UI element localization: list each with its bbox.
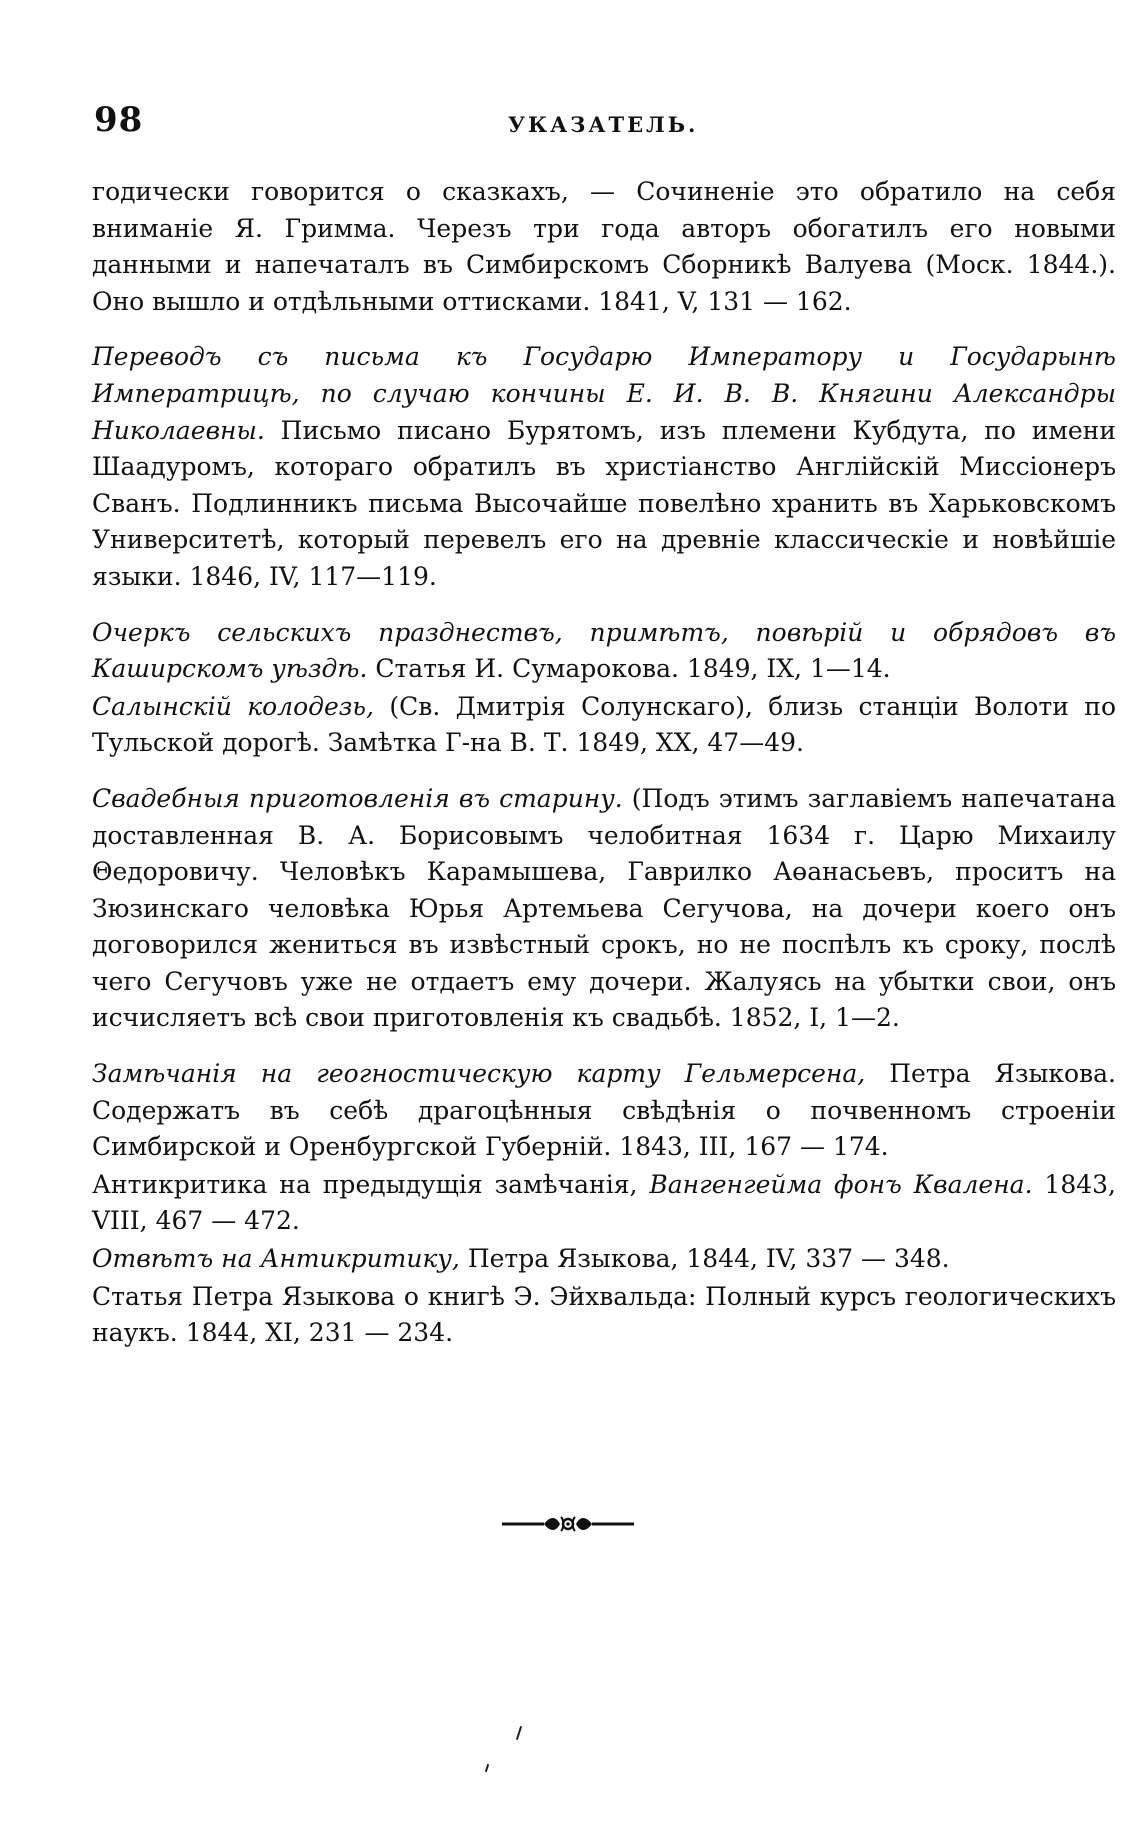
print-speck <box>516 1726 522 1740</box>
entry-continuation <box>92 174 1116 320</box>
tailpiece-ornament-icon <box>500 1512 636 1536</box>
entry-eichwald-review <box>92 1279 1116 1352</box>
entry-letter-translation <box>92 339 1116 595</box>
entry-body: Статья И. Сумарокова. 1849, IX, 1—14. <box>367 654 891 684</box>
entry-body: годически говорится о сказкахъ, — Сочиненіе это обратило на себя вниманіе Я. Гримма. Черезъ три года авторъ обогатилъ его новыми данными и напечаталъ въ Симбирскомъ Сборникѣ Валуева (Моск. 1844.). Оно вышло и отдѣльными оттисками. 1841, V, 131 — 162. <box>92 177 1116 316</box>
entry-title: Отвѣтъ на Антикритику, <box>92 1244 460 1274</box>
entry-salynsky-well <box>92 689 1116 762</box>
running-title: УКАЗАТЕЛЬ. <box>508 112 699 137</box>
entry-title: Очеркъ сельскихъ празднествъ, примѣтъ, повѣрій и обрядовъ въ Каширскомъ уѣздѣ. <box>92 617 1116 684</box>
page-number: 98 <box>94 100 144 140</box>
entry-body: Антикритика на предыдущія замѣчанія, <box>92 1169 650 1199</box>
tailpiece-ornament <box>500 1512 636 1536</box>
entry-body: Статья Петра Языкова о книгѣ Э. Эйхвальда: Полный курсъ геологическихъ наукъ. 1844, XI, 231 — 234. <box>92 1281 1116 1348</box>
entry-anticritique <box>92 1167 1116 1240</box>
entry-body: (Подъ этимъ заглавіемъ напечатана доставленная В. А. Борисовымъ челобитная 1634 г. Царю Михаилу Θедоровичу. Человѣкъ Карамышева, Гаврилко Аөанасьевъ, проситъ на Зюзинскаго человѣка Юрья Артемьева Сегучова, на дочери коего онъ договорился жениться въ извѣстный срокъ, но не поспѣлъ къ сроку, послѣ чего Сегучовъ уже не отдаетъ ему дочери. Жалуясь на убытки свои, онъ исчисляетъ всѣ свои приготовленія къ свадьбѣ. 1852, I, 1—2. <box>92 783 1116 1033</box>
entry-wedding-preparations <box>92 781 1116 1037</box>
entry-title: Замѣчанія на геогностическую карту Гельмерсена, <box>92 1059 866 1089</box>
entry-title: Вангенгейма фонъ Квалена. <box>649 1169 1033 1199</box>
entry-body-tail: 1843, VIII, 467 — 472. <box>92 1169 1117 1236</box>
entry-body: Петра Языкова, 1844, IV, 337 — 348. <box>459 1244 950 1274</box>
entry-title: Салынскій колодезь, <box>92 691 374 721</box>
entry-title: Свадебныя приготовленія въ старину. <box>92 783 623 813</box>
entry-body: (Св. Дмитрія Солунскаго), близь станціи Волоти по Тульской дорогѣ. Замѣтка Г-на В. Т. 1849, XX, 47—49. <box>92 691 1116 758</box>
entry-rural-festivals <box>92 615 1116 688</box>
entry-geognostic-map <box>92 1056 1116 1166</box>
entry-body: Письмо писано Бурятомъ, изъ племени Кубдута, по имени Шаадуромъ, котораго обратилъ въ христіанство Англійскій Миссіонеръ Сванъ. Подлинникъ письма Высочайше повелѣно хранить въ Харьковскомъ Университетѣ, который перевелъ его на древніе классическіе и новѣйшіе языки. 1846, IV, 117—119. <box>92 415 1116 591</box>
entry-reply-anticritique <box>92 1241 1116 1278</box>
index-entries <box>92 174 1116 1352</box>
entry-body: Петра Языкова. Содержатъ въ себѣ драгоцѣнныя свѣдѣнія о почвенномъ строеніи Симбирской и Оренбургской Губерній. 1843, III, 167 — 174. <box>92 1059 1116 1162</box>
print-speck <box>485 1764 489 1772</box>
entry-title: Переводъ съ письма къ Государю Императору и Государынѣ Императрицѣ, по случаю кончины Е. И. В. В. Княгини Александры Николаевны. <box>92 342 1116 445</box>
